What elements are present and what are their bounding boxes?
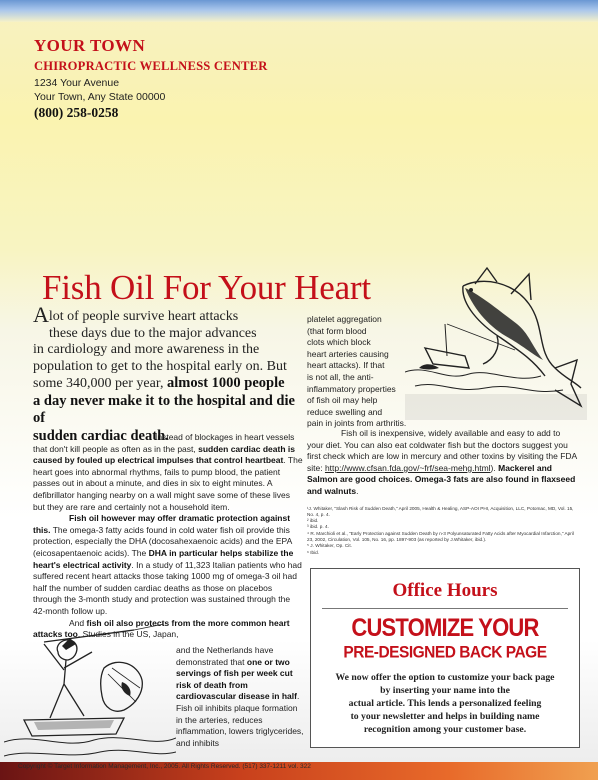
footnote: ³ ibid. p. 4. xyxy=(307,524,329,530)
bold-text: Fish oil however may offer dramatic protection against this. xyxy=(33,513,291,535)
address xyxy=(34,76,268,104)
paragraph-1 xyxy=(33,432,303,513)
intro-line: these days due to the major advances xyxy=(49,325,257,341)
text: A defibrillator hanging nearby on a wall might save some of these lives but they are rare and certainly not a household item. xyxy=(33,478,291,512)
bold-text: sudden cardiac death is caused by fouled up electrical impulses that control heartbeat xyxy=(33,443,295,466)
article-intro xyxy=(33,302,303,445)
center-name: CHIROPRACTIC WELLNESS CENTER xyxy=(34,59,268,73)
intro-line: some 340,000 per year, xyxy=(33,376,167,391)
bold-text: DHA in particular helps stabilize the heart's electrical activity xyxy=(33,547,294,570)
text-line: (that form blood xyxy=(307,325,367,336)
intro-bold: almost 1000 people xyxy=(166,375,285,391)
bold-text: fish oil also protects from the more common heart attacks too xyxy=(33,617,290,640)
text: Fish oil is inexpensive, widely available and easy to add to your diet. You can also eat coldwater fish but the doctors suggest you first check which are low in mercury and other toxins by visiting the FDA site: xyxy=(307,428,577,473)
footnotes xyxy=(307,506,579,556)
article-column-narrow xyxy=(176,645,304,749)
paragraph-4 xyxy=(307,428,579,498)
office-hours-title: Office Hours xyxy=(392,580,498,601)
text: . Fish oil inhibits plaque formation in the arteries, reduces inflammation, lowers triglycerides, and inhibits xyxy=(176,691,304,748)
article-column-right xyxy=(307,314,407,430)
text: and the Netherlands have xyxy=(176,645,274,655)
practice-header xyxy=(34,36,268,121)
text: . xyxy=(356,485,359,496)
article-title: Fish Oil For Your Heart xyxy=(42,268,371,307)
footnote: ² ibid. xyxy=(307,518,319,524)
text: . Studies in the US, Japan, xyxy=(77,629,179,640)
customize-heading: CUSTOMIZE YOUR xyxy=(351,613,539,642)
phone-number: (800) 258-0258 xyxy=(34,105,119,120)
text: . In a study of 11,323 Italian patients who had suffered recent heart attacks those taking 1000 mg of omega-3 oil had half the number of sudden cardiac deaths as those on placebos through the 3-month study and protection was sustained through the 42-month follow up. xyxy=(33,559,302,616)
intro-line: in cardiology and more awareness in the xyxy=(33,342,260,357)
desc-line: We now offer the option to customize your back page xyxy=(335,672,555,683)
footnote: ⁶ Ibid. xyxy=(307,549,320,555)
leaping-fish-illustration xyxy=(405,264,587,420)
text: ). xyxy=(490,462,499,473)
drop-cap: A xyxy=(33,302,49,327)
desc-line: recognition among your customer base. xyxy=(363,724,527,735)
intro-bold: a day never make it to the hospital and die of xyxy=(33,392,295,426)
fisherman-illustration xyxy=(4,622,176,762)
text-line: platelet aggregation xyxy=(307,314,382,324)
text-line: of fish oil may help xyxy=(307,395,378,406)
office-hours-box xyxy=(310,568,580,748)
text: demonstrated that xyxy=(176,656,247,667)
text-line: heart arteries causing xyxy=(307,348,389,359)
text-line: pain in joints from arthritis. xyxy=(307,418,407,429)
address-line-2: Your Town, Any State 00000 xyxy=(34,91,166,103)
intro-line: population to get to the hospital early on. But xyxy=(33,358,287,374)
footnote: ⁵ J. Whitaker, Op. Cit. xyxy=(307,543,352,549)
copyright-notice: Copyright © Target Information Management, Inc., 2005. All Rights Reserved. (517) 337-1211 vol. 322 xyxy=(18,763,311,770)
text-line: is not all, the anti- xyxy=(307,371,374,382)
address-line-1: 1234 Your Avenue xyxy=(34,77,120,89)
desc-line: to your newsletter and helps in building name xyxy=(350,711,540,722)
text: The omega-3 fatty acids found in cold water fish oil provide this protection, especially the DHA (docosahexaenoic acids) and the EPA (eicosapentaenoic acids). The xyxy=(33,524,292,558)
text: Instead of blockages in heart vessels that don't kill people as often as in the past, xyxy=(33,432,295,454)
fda-link[interactable]: http://www.cfsan.fda.gov/~frf/sea-mehg.html xyxy=(324,462,491,473)
customize-description xyxy=(311,671,579,736)
intro-bold: sudden cardiac death. xyxy=(33,427,169,444)
desc-line: by inserting your name into the xyxy=(380,685,510,696)
bold-text: Mackerel and Salmon are good choices. Omega-3 fats are also found in flaxseed and walnuts xyxy=(307,462,576,496)
text-line: reduce swelling and xyxy=(307,406,383,417)
paragraph-2 xyxy=(33,513,303,617)
article-column-right-full xyxy=(307,428,579,556)
customize-subheading: PRE-DESIGNED BACK PAGE xyxy=(343,643,547,662)
bold-text: one or two servings of fish per week cut risk of death from cardiovascular disease in half xyxy=(176,656,297,702)
desc-line: actual article. This lends a personalized feeling xyxy=(348,698,542,709)
article-column-left xyxy=(33,302,303,641)
intro-line: lot of people survive heart attacks xyxy=(48,309,239,324)
town-name: YOUR TOWN xyxy=(34,36,146,55)
text: . The heart goes into abnormal rhythms, fails to pump blood, the patient passes out in about a minute, and dies in six to eight minutes. xyxy=(33,455,303,489)
footnote: ¹J. Whitaker, "Slash Risk of Sudden Death," April 2005, Health & Healing, ASP-AOI PHI, Acquisition, LLC, Potomac, MD, Vol. 15, No. 4, p. 4. xyxy=(307,505,574,517)
text-line: heart attacks). If that xyxy=(307,360,385,371)
text-line: clots which block xyxy=(307,337,371,348)
divider xyxy=(322,608,568,609)
footnote: ⁴ R. Marchioli et al., "Early Protection against Sudden Death by n-3 Polyunsaturated Fatty Acids after Myocardial Infarction," April 23, 2002, Circulation, Vol. 105, No. 16, pp. 1897-903 (as reported by J.Whitaker, ibid.). xyxy=(307,530,574,543)
text-line: inflammatory properties xyxy=(307,383,396,394)
top-color-bar xyxy=(0,0,598,22)
text: And xyxy=(69,617,87,628)
